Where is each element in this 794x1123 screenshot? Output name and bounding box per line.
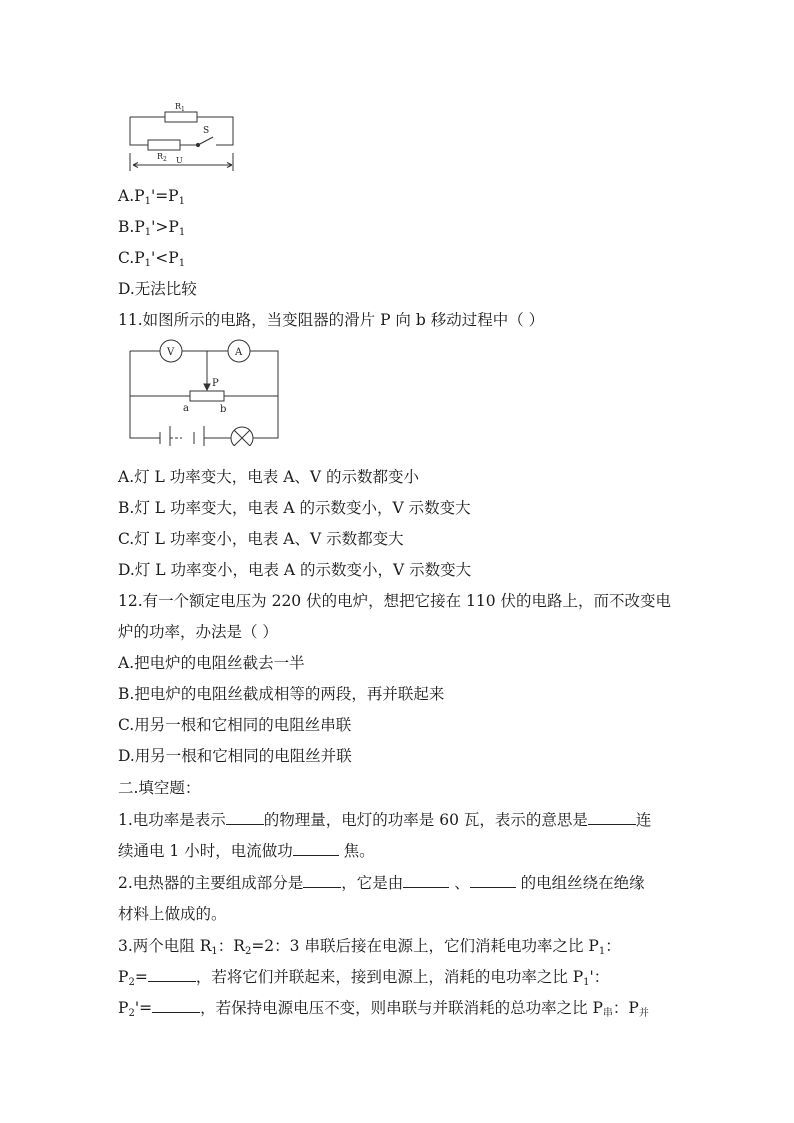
circuit-diagram-r1-r2-switch [120,95,245,175]
blank[interactable] [403,873,449,888]
blank[interactable] [152,998,200,1013]
q12-option-d: D.用另一根和它相同的电阻丝并联 [118,747,352,765]
blank[interactable] [293,841,339,856]
fill-2-line-1: 2.电热器的主要组成部分是 ，它是由 、 的电组丝绕在绝缘 [118,874,645,892]
fill-1-line-1: 1.电功率是表示 的物理量，电灯的功率是 60 瓦，表示的意思是 连 [118,811,652,829]
r2-label: $R_2$ [157,152,167,163]
switch-label: S [203,126,210,136]
fill-3-line-1: 3.两个电阻 $R_1$：$R_2=2$：3 串联后接在电源上，它们消耗电功率之比 $P_1$： [118,937,621,957]
q12-option-b: B.把电炉的电阻丝截成相等的两段，再并联起来 [118,685,445,703]
q10-option-c: $C.P_1'<P_1$ [118,249,186,269]
fill-1-line-2: 续通电 1 小时，电流做功 焦。 [118,842,375,860]
q11-option-a: A.灯 L 功率变大，电表 A、V 的示数都变小 [118,468,420,486]
q12-option-c: C.用另一根和它相同的电阻丝串联 [118,716,352,734]
blank[interactable] [588,810,636,825]
q12-question-line-2: 炉的功率，办法是（ ） [118,623,278,641]
ammeter-label: A [235,347,243,358]
end-a-label: a [183,403,189,414]
q11-option-b: B.灯 L 功率变大，电表 A 的示数变小，V 示数变大 [118,499,471,517]
voltmeter-label: V [167,347,175,358]
blank[interactable] [226,810,264,825]
blank[interactable] [470,873,516,888]
section-title-fill-in: 二.填空题： [118,779,201,797]
q12-question-line-1: 12.有一个额定电压为 220 伏的电炉，想把它接在 110 伏的电路上，而不改变电 [118,592,672,610]
end-b-label: b [220,404,227,415]
circuit-diagram-rheostat [120,336,285,446]
blank[interactable] [303,873,341,888]
q10-option-a: $A.P_1'=P_1$ [118,187,185,207]
fill-2-line-2: 材料上做成的。 [118,905,227,923]
slider-label: P [212,378,219,389]
q11-option-d: D.灯 L 功率变小，电表 A 的示数变小，V 示数变大 [118,561,472,579]
q10-option-d: D.无法比较 [118,280,197,298]
q11-option-c: C.灯 L 功率变小，电表 A、V 示数都变大 [118,530,404,548]
q11-question: 11.如图所示的电路，当变阻器的滑片 P 向 b 移动过程中（ ） [118,311,545,329]
voltage-label: U [176,156,183,165]
blank[interactable] [148,967,196,982]
fill-3-line-2: $P_2=$ ，若将它们并联起来，接到电源上，消耗的电功率之比 $P_1'$： [118,968,610,988]
q10-option-b: $B.P_1'>P_1$ [118,218,186,238]
fill-3-line-3: $P_2'=$ ，若保持电源电压不变，则串联与并联消耗的总功率之比 $P_串$：$P_并$ [118,999,649,1019]
q12-option-a: A.把电炉的电阻丝截去一半 [118,654,305,672]
r1-label: $R_1$ [175,102,185,113]
